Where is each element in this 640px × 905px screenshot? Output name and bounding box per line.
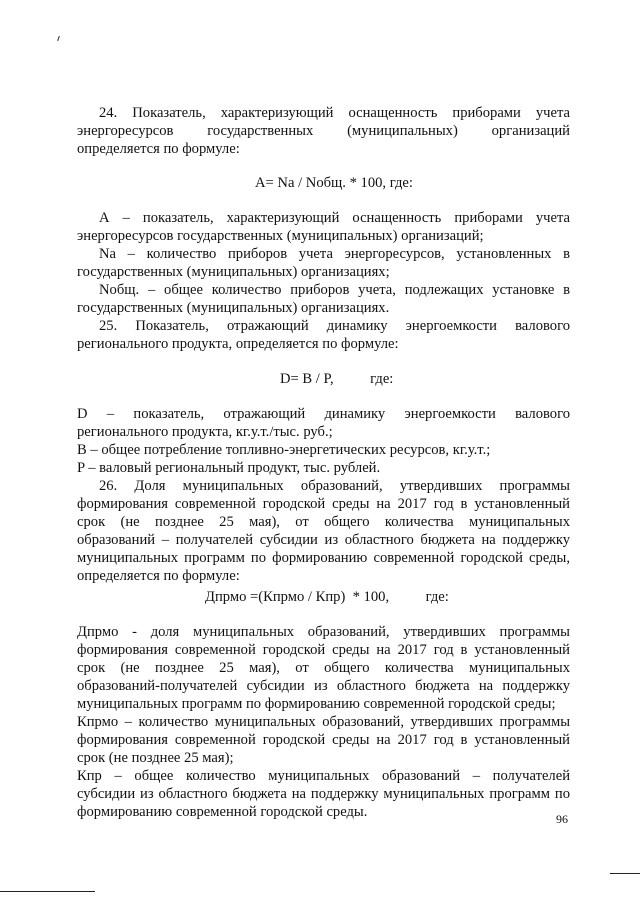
text-line: образований – получателей субсидии из областного бюджета на поддержку [77, 532, 570, 548]
text-line: определяется по формуле: [77, 141, 240, 157]
text-line: срок (не позднее 25 мая); [77, 750, 234, 766]
item-25-definitions [77, 405, 570, 477]
text-line: субсидии из областного бюджета на поддержку муниципальных программ по [77, 786, 570, 802]
page-number: 96 [556, 812, 568, 826]
item-25-paragraph [77, 317, 570, 353]
text-line: D – показатель, отражающий динамику энергоемкости валового [77, 406, 570, 422]
text-line: определяется по формуле: [77, 568, 240, 584]
text-line: 24. Показатель, характеризующий оснащенность приборами учета [99, 105, 570, 121]
item-24-definitions [77, 209, 570, 317]
scan-line [610, 873, 640, 874]
text-line: формирования современной городской среды на 2017 год в установленный [77, 732, 570, 748]
scan-line [0, 891, 95, 892]
formula-25: D= B / P, где: [280, 371, 394, 387]
text-line: 26. Доля муниципальных образований, утвердивших программы [99, 478, 570, 494]
text-line: энергоресурсов государственных (муниципальных) организаций [77, 123, 570, 139]
text-line: А – показатель, характеризующий оснащенность приборами учета [99, 210, 570, 226]
text-line: Кпр – общее количество муниципальных образований – получателей [77, 768, 570, 784]
text-line: Кпрмо – количество муниципальных образований, утвердивших программы [77, 714, 570, 730]
text-line: образований-получателей субсидии из областного бюджета на поддержку [77, 678, 570, 694]
scan-mark [57, 36, 60, 41]
text-line: 25. Показатель, отражающий динамику энергоемкости валового [99, 318, 570, 334]
text-line: P – валовый региональный продукт, тыс. рублей. [77, 460, 381, 476]
text-line: регионального продукта, определяется по формуле: [77, 336, 399, 352]
text-line: энергоресурсов государственных (муниципальных) организаций; [77, 228, 484, 244]
text-line: срок (не позднее 25 мая), от общего количества муниципальных [77, 660, 570, 676]
item-24-paragraph [77, 104, 570, 158]
text-line: формирования современной городской среды на 2017 год в установленный [77, 496, 570, 512]
text-line: муниципальных программ по формированию современной городской среды; [77, 696, 556, 712]
item-26-definitions [77, 623, 570, 821]
item-26-paragraph [77, 477, 570, 585]
text-line: Nобщ. – общее количество приборов учета, подлежащих установке в [99, 282, 570, 298]
text-line: регионального продукта, кг.у.т./тыс. руб.; [77, 424, 333, 440]
text-line: формированию современной городской среды. [77, 804, 368, 820]
text-line: срок (не позднее 25 мая), от общего количества муниципальных [77, 514, 570, 530]
text-line: B – общее потребление топливно-энергетических ресурсов, кг.у.т.; [77, 442, 491, 458]
formula-24: A= Na / Nобщ. * 100, где: [255, 175, 413, 191]
text-line: формирования современной городской среды на 2017 год в установленный [77, 642, 570, 658]
text-line: государственных (муниципальных) организациях; [77, 264, 390, 280]
text-line: Na – количество приборов учета энергоресурсов, установленных в [99, 246, 570, 262]
text-line: государственных (муниципальных) организациях. [77, 300, 390, 316]
text-line: муниципальных программ по формированию современной городской среды, [77, 550, 570, 566]
formula-26: Дпрмо =(Кпрмо / Кпр) * 100, где: [205, 589, 449, 605]
text-line: Дпрмо - доля муниципальных образований, утвердивших программы [77, 624, 570, 640]
